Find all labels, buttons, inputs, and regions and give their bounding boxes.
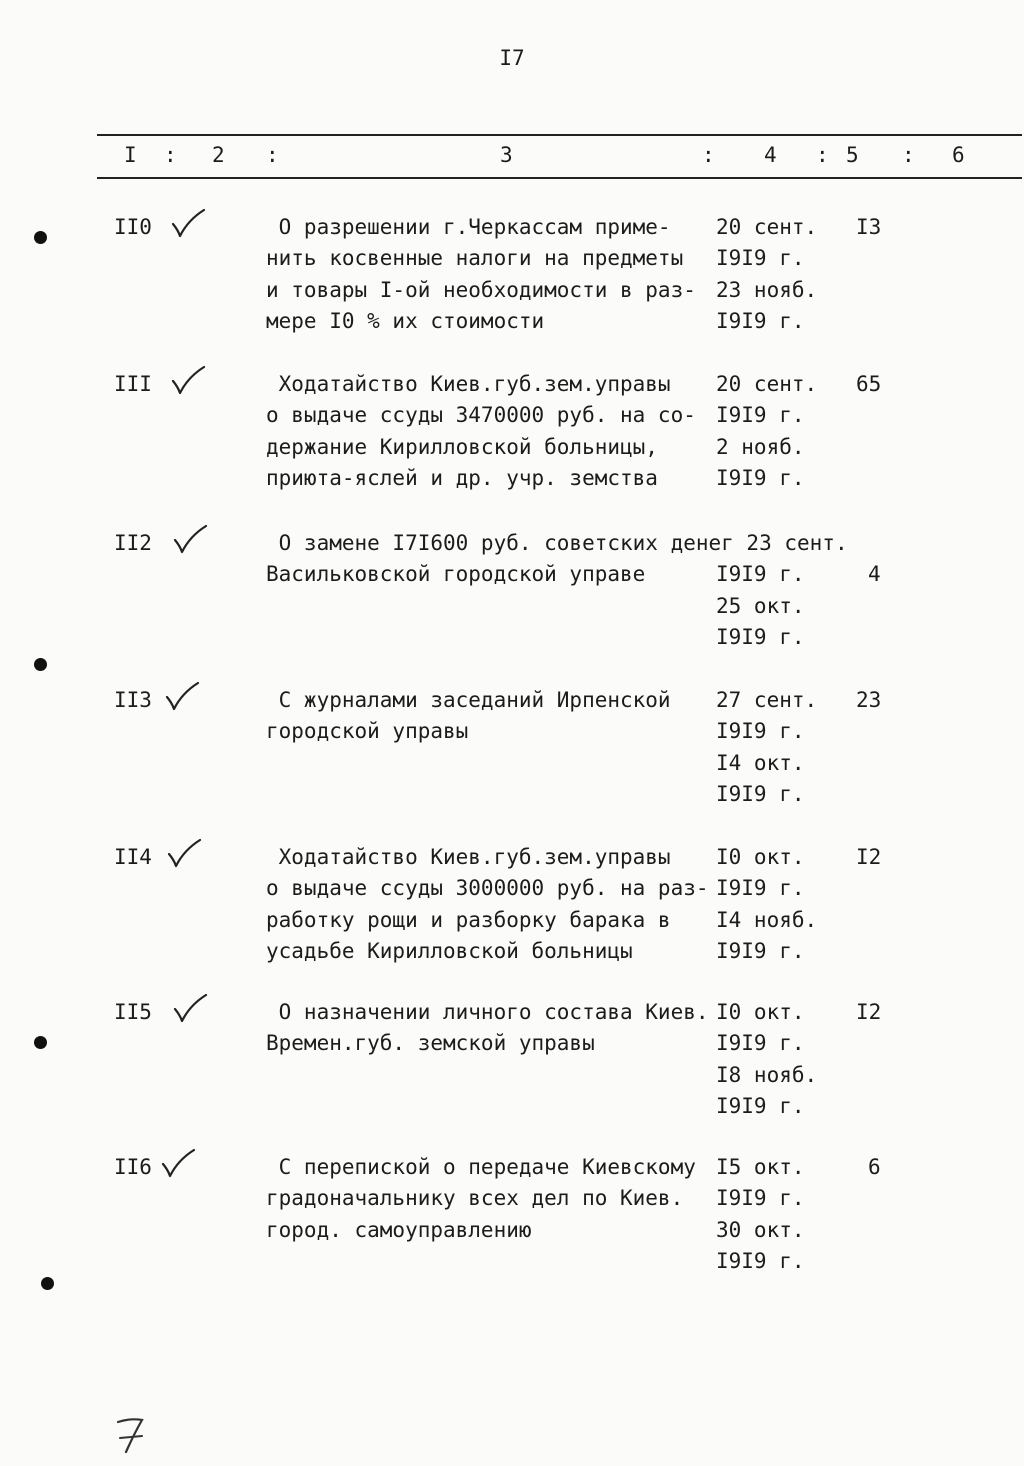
entry-date-line: I9I9 г.: [716, 1248, 805, 1273]
entry-number: II0: [114, 215, 152, 239]
entry-title-line: градоначальнику всех дел по Киев.: [266, 1186, 684, 1211]
entry-title-line: о выдаче ссуды 3000000 руб. на раз-: [266, 876, 709, 901]
entry-date-line: I9I9 г.: [716, 624, 805, 649]
entry-title-line: Ходатайство Киев.губ.зем.управы: [266, 845, 671, 869]
entry-date-line: 20 сент.: [716, 215, 818, 239]
entry-date-line: I4 окт.: [716, 750, 805, 775]
entry-number: II4: [114, 845, 152, 869]
checkmark-icon: [172, 993, 208, 1023]
entry-date-line: I5 окт.: [716, 1155, 805, 1179]
header-col-4: 4: [764, 143, 777, 167]
entry-date-line: I9I9 г.: [716, 719, 805, 744]
entry-date-line: I9I9 г.: [716, 308, 805, 333]
checkmark-icon: [166, 838, 202, 868]
entry-date-line: 27 сент.: [716, 688, 818, 712]
entry-title-line: о выдаче ссуды 3470000 руб. на со-: [266, 403, 696, 428]
entry-sheet-count: 6: [868, 1155, 881, 1179]
entry-date-line: 20 сент.: [716, 372, 818, 396]
entry-title-line: работку рощи и разборку барака в: [266, 907, 671, 932]
entry-title-line: С журналами заседаний Ирпенской: [266, 688, 671, 712]
punch-hole: [34, 658, 47, 671]
entry-date-line: I9I9 г.: [716, 876, 805, 901]
entry-sheet-count: 4: [868, 562, 881, 587]
entry-title-line: С перепиской о передаче Киевскому: [266, 1155, 696, 1179]
entry-date-line: I0 окт.: [716, 845, 805, 869]
entry-date-line: 23 нояб.: [716, 277, 818, 302]
entry-date-line: I8 нояб.: [716, 1062, 818, 1087]
entry-title-line: приюта-яслей и др. учр. земства: [266, 465, 658, 490]
entry-title-line: и товары I-ой необходимости в раз-: [266, 277, 696, 302]
entry-date-line: I0 окт.: [716, 1000, 805, 1024]
entry-title-line: О разрешении г.Черкассам приме-: [266, 215, 671, 239]
entry-date-line: I9I9 г.: [716, 1031, 805, 1056]
entry-number: II3: [114, 688, 152, 712]
entry-date-line: 2 нояб.: [716, 434, 805, 459]
entry-number: II6: [114, 1155, 152, 1179]
entry-title-line: держание Кирилловской больницы,: [266, 434, 658, 459]
header-bottom-rule: [97, 177, 1022, 179]
entry-date-line: I9I9 г.: [716, 465, 805, 490]
entry-title-line: Времен.губ. земской управы: [266, 1031, 595, 1056]
header-separator: :: [902, 143, 915, 167]
header-col-6: 6: [952, 143, 965, 167]
checkmark-icon: [160, 1148, 196, 1178]
punch-hole: [34, 1036, 47, 1049]
entry-date-line: I9I9 г.: [716, 1186, 805, 1211]
header-separator: :: [266, 143, 279, 167]
entry-date-line: 30 окт.: [716, 1217, 805, 1242]
punch-hole: [41, 1277, 54, 1290]
entry-sheet-count: I2: [856, 1000, 882, 1024]
entry-title-line: О назначении личного состава Киев.: [266, 1000, 709, 1024]
header-col-1: I: [124, 143, 137, 167]
entry-sheet-count: 65: [856, 372, 882, 396]
checkmark-icon: [164, 681, 200, 711]
entry-number: III: [114, 372, 152, 396]
entry-title-line: нить косвенные налоги на предметы: [266, 246, 684, 271]
header-col-2: 2: [212, 143, 225, 167]
entry-title-line: город. самоуправлению: [266, 1217, 532, 1242]
entry-number: II5: [114, 1000, 152, 1024]
handwritten-page-mark: [112, 1408, 152, 1458]
entry-number: II2: [114, 531, 152, 555]
entry-sheet-count: I2: [856, 845, 882, 869]
entry-date-line: I9I9 г.: [716, 246, 805, 271]
entry-title-line: мере I0 % их стоимости: [266, 308, 545, 333]
entry-date-line: I9I9 г.: [716, 562, 805, 587]
entry-title-line: О замене I7I600 руб. советских денег 23 сент.: [266, 531, 848, 555]
entry-title-line: городской управы: [266, 719, 469, 744]
entry-title-line: усадьбе Кирилловской больницы: [266, 938, 633, 963]
entry-title-line: Васильковской городской управе: [266, 562, 646, 587]
header-separator: :: [164, 143, 177, 167]
header-separator: :: [816, 143, 829, 167]
page-number: I7: [499, 46, 525, 70]
header-separator: :: [702, 143, 715, 167]
header-top-rule: [97, 134, 1022, 136]
entry-date-line: I9I9 г.: [716, 403, 805, 428]
entry-sheet-count: I3: [856, 215, 882, 239]
checkmark-icon: [172, 524, 208, 554]
entry-title-line: Ходатайство Киев.губ.зем.управы: [266, 372, 671, 396]
entry-date-line: I9I9 г.: [716, 1093, 805, 1118]
punch-hole: [34, 231, 47, 244]
entry-date-line: I9I9 г.: [716, 781, 805, 806]
entry-date-line: I4 нояб.: [716, 907, 818, 932]
checkmark-icon: [170, 208, 206, 238]
entry-sheet-count: 23: [856, 688, 882, 712]
checkmark-icon: [170, 365, 206, 395]
entry-date-line: I9I9 г.: [716, 938, 805, 963]
header-col-3: 3: [500, 143, 513, 167]
header-col-5: 5: [846, 143, 859, 167]
entry-date-line: 25 окт.: [716, 593, 805, 618]
handwritten-seven-icon: [112, 1408, 152, 1458]
